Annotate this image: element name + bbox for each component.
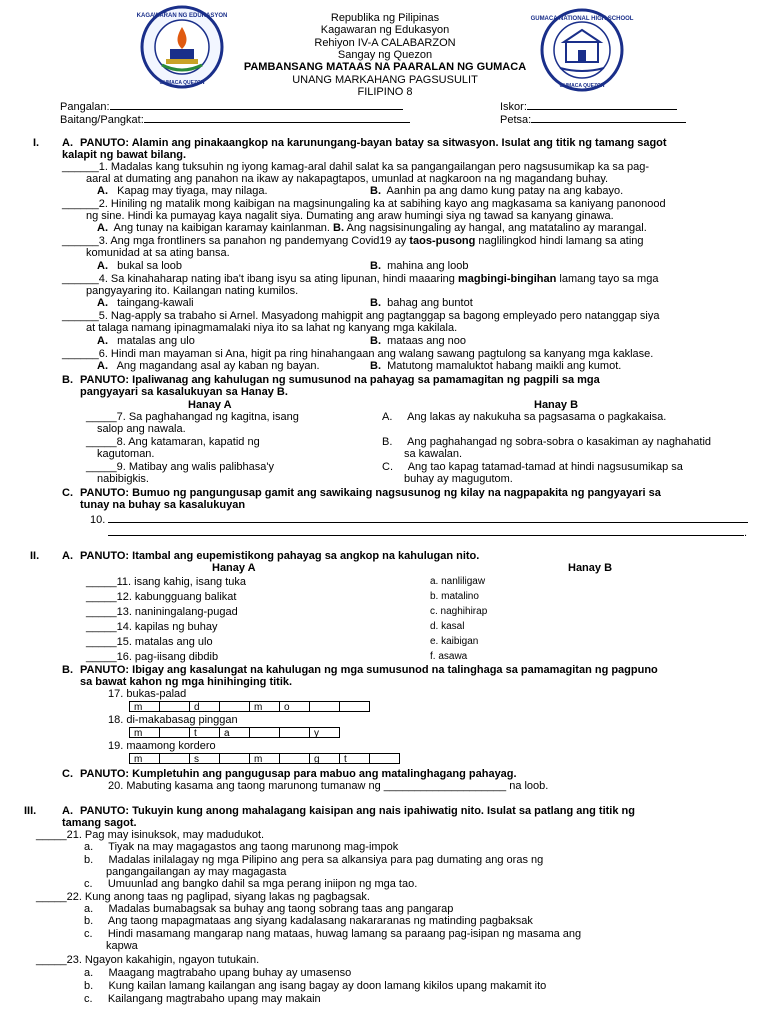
q16-item: _____16. pag-iisang dibdib (86, 651, 219, 663)
header-rehiyon: Rehiyon IV-A CALABARZON (314, 37, 456, 49)
part2-number: II. (30, 550, 40, 562)
q12-item: _____12. kabungguang balikat (86, 591, 237, 603)
header-sangay: Sangay ng Quezon (337, 49, 433, 61)
q17-letter-boxes[interactable] (130, 701, 370, 712)
q5-text-cont: at talaga namang ipinagmamalaki niya ito sa lahat ng kanyang mga kakilala. (86, 322, 458, 334)
part1-a-letter: A. (62, 137, 73, 149)
q10-line-2[interactable] (108, 526, 744, 536)
q10-field[interactable] (90, 513, 748, 526)
letter-box[interactable] (309, 701, 340, 712)
letter-box[interactable]: a (219, 727, 250, 738)
svg-text:GUMACA QUEZON: GUMACA QUEZON (159, 80, 205, 86)
score-field[interactable] (500, 100, 677, 113)
letter-box[interactable]: y (309, 727, 340, 738)
part3-a-instruction: PANUTO: Tukuyin kung anong mahalagang kaisipan ang nais ipahiwatig nito. Isulat sa patlang ang titik ng (80, 805, 635, 817)
letter-box[interactable] (249, 727, 280, 738)
part2-c-instruction: PANUTO: Kumpletuhin ang pangugusap para mabuo ang matalinghagang pahayag. (80, 768, 517, 780)
part2-c-letter: C. (62, 768, 73, 780)
score-line[interactable] (527, 100, 677, 110)
part1-c-instruction-cont: tunay na buhay sa kasalukuyan (80, 499, 246, 511)
letter-box[interactable] (369, 753, 400, 764)
letter-box[interactable] (159, 727, 190, 738)
q23-choice-c: c. Kailangang magtrabaho upang may makain (84, 993, 321, 1005)
q3-text-cont: komunidad at sa ating bansa. (86, 247, 230, 259)
q5-choice-a: A. matalas ang ulo (97, 335, 195, 347)
header-kagawaran: Kagawaran ng Edukasyon (320, 24, 450, 36)
q1-text-cont: aaral at dumating ang panahon na ikaw ay nakapagtapos, umunlad at nagkaroon na ng magandang buhay. (86, 173, 609, 185)
q23-text: _____23. Ngayon kakahigin, ngayon tutukain. (36, 954, 260, 966)
hanay-b-option-b: B. Ang paghahangad ng sobra-sobra o kasakiman ay naghahatid (382, 436, 712, 448)
part2-a-letter: A. (62, 550, 73, 562)
q5-choice-b: B. mataas ang noo (370, 335, 467, 347)
q8-text: _____8. Ang katamaran, kapatid ng (86, 436, 260, 448)
q21-choice-b: b. Madalas inilalagay ng mga Pilipino ang pera sa alkansiya para pag dumating ang oras ng (84, 854, 544, 866)
choice-f: f. asawa (430, 651, 468, 662)
q18-letter-boxes[interactable] (130, 727, 340, 738)
q5-text: ______5. Nag-apply sa trabaho si Arnel. Masyadong mahigpit ang pagtanggap sa bagong empleyado pero natanggap siya (62, 310, 660, 322)
q11-item: _____11. isang kahig, isang tuka (86, 576, 247, 588)
part1-number: I. (33, 137, 40, 149)
letter-box[interactable] (279, 727, 310, 738)
q21-choice-b-cont: pangangailangan ay may magagasta (106, 866, 287, 878)
q13-item: _____13. naniningalang-pugad (86, 606, 238, 618)
part2-hanay-b-heading: Hanay B (568, 562, 613, 574)
hanay-b-option-c-cont: buhay ay magugutom. (404, 473, 513, 485)
q22-choice-b: b. Ang taong mapagmataas ang siyang kadalasang nakararanas ng matinding pagbaksak (84, 915, 533, 927)
q3-choice-a: A. bukal sa loob (97, 260, 182, 272)
part2-hanay-a-heading: Hanay A (212, 562, 256, 574)
letter-box[interactable]: g (309, 753, 340, 764)
part1-a-instruction-cont: kalapit ng bawat bilang. (62, 149, 187, 161)
q21-choice-a: a. Tiyak na may magagastos ang taong marunong mag-impok (84, 841, 399, 853)
choice-e: e. kaibigan (430, 636, 479, 647)
letter-box[interactable]: t (339, 753, 370, 764)
q10-line-1[interactable] (108, 513, 748, 523)
q3-text: ______3. Ang mga frontliners sa panahon ng pandemyang Covid19 ay taos-pusong naglilingkod hindi lamang sa ating (62, 235, 644, 247)
choice-b: b. matalino (430, 591, 479, 602)
letter-box[interactable]: o (279, 701, 310, 712)
q8-text-cont: kagutoman. (97, 448, 155, 460)
part3-a-instruction-cont: tamang sagot. (62, 817, 137, 829)
part3-number: III. (24, 805, 37, 817)
q9-text-cont: nabibigkis. (97, 473, 149, 485)
part1-a-instruction: PANUTO: Alamin ang pinakaangkop na karunungang-bayan batay sa sitwasyon. Isulat ang titik ng tamang sagot (80, 137, 667, 149)
q3-choice-b: B. mahina ang loob (370, 260, 469, 272)
name-label: Pangalan: (60, 101, 110, 113)
part1-b-instruction: PANUTO: Ipaliwanag ang kahulugan ng sumusunod na pahayag sa pamamagitan ng pagpili sa mga (80, 374, 600, 386)
letter-box[interactable] (339, 701, 370, 712)
q21-choice-c: c. Umuunlad ang bangko dahil sa mga perang iniipon ng mga tao. (84, 878, 418, 890)
date-field[interactable] (500, 113, 686, 126)
q19-label: 19. maamong kordero (108, 740, 216, 752)
q19-letter-boxes[interactable] (130, 753, 400, 764)
date-line[interactable] (531, 113, 686, 123)
section-label: Baitang/Pangkat: (60, 114, 144, 126)
section-field[interactable] (60, 113, 410, 126)
choice-a: a. nanliligaw (430, 576, 486, 587)
school-seal-logo (530, 8, 634, 92)
part2-b-instruction-cont: sa bawat kahon ng mga hinihinging titik. (80, 676, 293, 688)
q10-label: 10. (90, 514, 106, 526)
hanay-b-option-c: C. Ang tao kapag tatamad-tamad at hindi nagsusumikap sa (382, 461, 683, 473)
letter-box[interactable]: d (189, 701, 220, 712)
svg-text:GUMACA NATIONAL HIGH SCHOOL: GUMACA NATIONAL HIGH SCHOOL (530, 16, 634, 22)
letter-box[interactable]: m (129, 701, 160, 712)
part1-hanay-b-heading: Hanay B (534, 399, 579, 411)
letter-box[interactable]: m (129, 727, 160, 738)
school-name: PAMBANSANG MATAAS NA PAARALAN NG GUMACA (243, 61, 527, 73)
choice-c: c. naghihirap (430, 606, 488, 617)
subject-title: FILIPINO 8 (357, 86, 413, 98)
q22-choice-c: c. Hindi masamang mangarap nang mataas, huwag lamang sa paraang pag-isipan ng masama ang (84, 928, 582, 940)
part1-b-letter: B. (62, 374, 73, 386)
q20-text: 20. Mabuting kasama ang taong marunong tumanaw ng ____________________ na loob. (108, 780, 549, 792)
letter-box[interactable] (279, 753, 310, 764)
part3-a-letter: A. (62, 805, 73, 817)
hanay-b-option-a: A. Ang lakas ay nakukuha sa pagsasama o pagkakaisa. (382, 411, 667, 423)
name-line[interactable] (110, 100, 403, 110)
q6-choice-a: A. Ang magandang asal ay kaban ng bayan. (97, 360, 320, 372)
q4-choice-b: B. bahag ang buntot (370, 297, 473, 309)
q1-choice-b: B. Aanhin pa ang damo kung patay na ang kabayo. (370, 185, 624, 197)
part1-c-letter: C. (62, 487, 73, 499)
letter-box[interactable]: t (189, 727, 220, 738)
q22-text: _____22. Kung anong taas ng paglipad, siyang lakas ng pagbagsak. (36, 891, 370, 903)
part1-b-instruction-cont: pangyayari sa kasalukuyan sa Hanay B. (80, 386, 288, 398)
part2-b-instruction: PANUTO: Ibigay ang kasalungat na kahulugan ng mga sumusunod na talinghaga sa pamamagitan ng pagpuno (80, 664, 658, 676)
part2-b-letter: B. (62, 664, 73, 676)
q6-text: ______6. Hindi man mayaman si Ana, higit pa ring hinahangaan ang walang sawang pagtulong sa kanyang mga kaklase. (62, 348, 654, 360)
q22-choice-a: a. Madalas bumabagsak sa buhay ang taong sobrang taas ang pangarap (84, 903, 454, 915)
q1-choice-a: A. Kapag may tiyaga, may nilaga. (97, 185, 268, 197)
q14-item: _____14. kapilas ng buhay (86, 621, 218, 633)
section-line[interactable] (144, 113, 410, 123)
letter-box[interactable] (159, 753, 190, 764)
q4-text: ______4. Sa kinahaharap nating iba't ibang isyu sa ating lipunan, hindi maaaring magbingi-bingihan lamang tayo sa mga (62, 273, 659, 285)
q10-line-2-wrap[interactable]: . (108, 526, 747, 539)
exam-title: UNANG MARKAHANG PAGSUSULIT (292, 74, 478, 86)
q4-text-cont: pangyayaring ito. Kailangan nating kumilos. (86, 285, 299, 297)
q17-label: 17. bukas-palad (108, 688, 187, 700)
letter-box[interactable]: m (249, 753, 280, 764)
letter-box[interactable] (219, 701, 250, 712)
q21-text: _____21. Pag may isinuksok, may madudukot. (36, 829, 265, 841)
svg-text:KAGAWARAN NG EDUKASYON: KAGAWARAN NG EDUKASYON (136, 13, 228, 19)
q23-choice-b: b. Kung kailan lamang kailangan ang isang bagay ay doon lamang kikilos upang makamit ito (84, 980, 547, 992)
letter-box[interactable]: m (129, 753, 160, 764)
svg-text:GUMACA QUEZON: GUMACA QUEZON (559, 83, 605, 89)
q6-choice-b: B. Matutong mamaluktot habang maikli ang kumot. (370, 360, 622, 372)
part1-hanay-a-heading: Hanay A (188, 399, 232, 411)
choice-d: d. kasal (430, 621, 465, 632)
letter-box[interactable]: s (189, 753, 220, 764)
q7-text: _____7. Sa paghahangad ng kagitna, isang (86, 411, 299, 423)
q2-choices: A. Ang tunay na kaibigan karamay kainlanman. B. Ang nagsisinungaling ay hangal, ang matatalino ay marangal. (97, 222, 647, 234)
q1-text: ______1. Madalas kang tuksuhin ng iyong kamag-aral dahil salat ka sa pangangailangan pero nagsusumikap ka sa pag- (62, 161, 650, 173)
deped-seal-logo (136, 5, 228, 89)
score-label: Iskor: (500, 101, 527, 113)
header-republika: Republika ng Pilipinas (330, 12, 440, 24)
part2-a-instruction: PANUTO: Itambal ang eupemistikong pahayag sa angkop na kahulugan nito. (80, 550, 480, 562)
date-label: Petsa: (500, 114, 532, 126)
name-field[interactable] (60, 100, 403, 113)
q15-item: _____15. matalas ang ulo (86, 636, 213, 648)
q23-choice-a: a. Maagang magtrabaho upang buhay ay umasenso (84, 967, 352, 979)
q22-choice-c-cont: kapwa (106, 940, 138, 952)
q7-text-cont: salop ang nawala. (97, 423, 186, 435)
q2-text: ______2. Hiniling ng matalik mong kaibigan na magsinungaling ka at sabihing kayo ang magkasama sa kaniyang panonood (62, 198, 666, 210)
q2-text-cont: ng sine. Hindi ka pumayag kaya nagalit siya. Dumating ang araw humingi siya ng tawad sa kanyang ginawa. (86, 210, 614, 222)
letter-box[interactable] (159, 701, 190, 712)
q4-choice-a: A. taingang-kawali (97, 297, 194, 309)
q9-text: _____9. Matibay ang walis palibhasa'y (86, 461, 274, 473)
letter-box[interactable]: m (249, 701, 280, 712)
letter-box[interactable] (219, 753, 250, 764)
hanay-b-option-b-cont: sa kawalan. (404, 448, 463, 460)
part1-c-instruction: PANUTO: Bumuo ng pangungusap gamit ang sawikaing nagsusunog ng kilay na nagpapakita ng pangyayari sa (80, 487, 661, 499)
q18-label: 18. di-makabasag pinggan (108, 714, 238, 726)
